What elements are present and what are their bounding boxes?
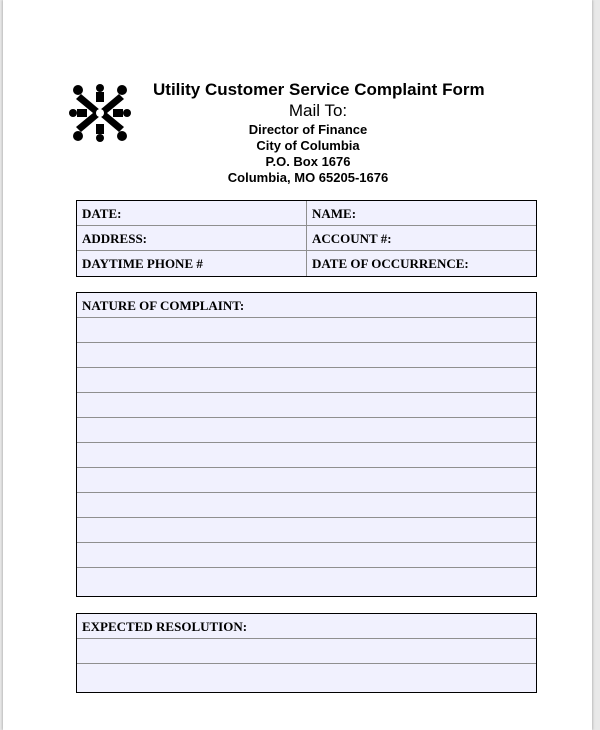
- resolution-section: [76, 613, 537, 693]
- complaint-line[interactable]: [77, 318, 536, 343]
- resolution-line[interactable]: [77, 639, 536, 664]
- complaint-line[interactable]: [77, 368, 536, 393]
- complaint-section: [76, 292, 537, 597]
- resolution-header-row: [77, 614, 536, 639]
- form-page: [3, 0, 592, 730]
- daytime-phone-field[interactable]: DAYTIME PHONE #: [77, 251, 307, 276]
- resolution-line[interactable]: [77, 664, 536, 689]
- complaint-line[interactable]: [77, 518, 536, 543]
- address-line-1: Director of Finance: [248, 122, 368, 137]
- customer-info-table: [76, 200, 537, 277]
- complaint-line[interactable]: [77, 543, 536, 568]
- date-of-occurrence-field[interactable]: DATE OF OCCURRENCE:: [312, 256, 469, 271]
- table-row: [77, 251, 536, 276]
- address-line-3: P.O. Box 1676: [265, 154, 351, 169]
- complaint-line[interactable]: [77, 343, 536, 368]
- mail-to-label: Mail To:: [288, 101, 348, 120]
- name-field[interactable]: NAME:: [312, 206, 357, 221]
- address-field[interactable]: ADDRESS:: [77, 226, 307, 250]
- complaint-line[interactable]: [77, 443, 536, 468]
- address-line-2: City of Columbia: [256, 138, 360, 153]
- table-row: [77, 226, 536, 251]
- complaint-label: NATURE OF COMPLAINT:: [82, 298, 245, 313]
- complaint-header-row: [77, 293, 536, 318]
- complaint-line[interactable]: [77, 568, 536, 593]
- address-line-4: Columbia, MO 65205-1676: [227, 170, 389, 185]
- table-row: [77, 201, 536, 226]
- complaint-line[interactable]: [77, 468, 536, 493]
- account-number-field[interactable]: ACCOUNT #:: [312, 231, 392, 246]
- complaint-line[interactable]: [77, 493, 536, 518]
- complaint-line[interactable]: [77, 393, 536, 418]
- date-field[interactable]: DATE:: [77, 201, 307, 225]
- complaint-line[interactable]: [77, 418, 536, 443]
- resolution-label: EXPECTED RESOLUTION:: [82, 619, 248, 634]
- form-title: Utility Customer Service Complaint Form: [153, 80, 485, 99]
- city-logo-icon: [69, 80, 131, 146]
